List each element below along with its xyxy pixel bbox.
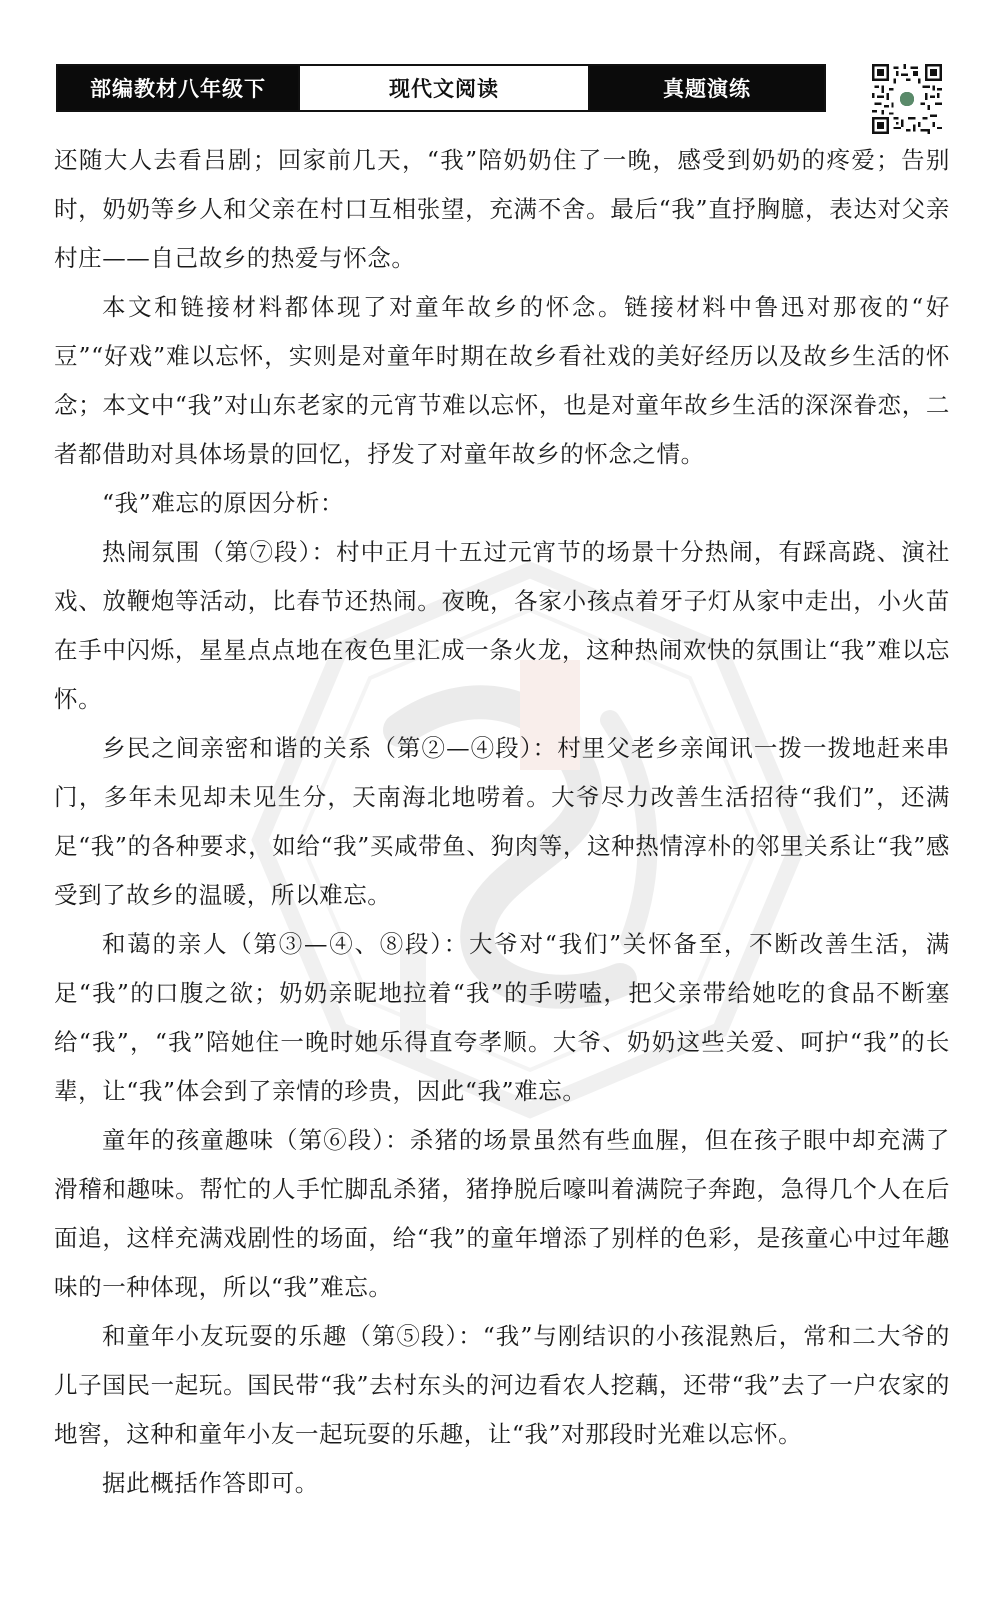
- paragraph-1: 还随大人去看吕剧；回家前几天，“我”陪奶奶住了一晚，感受到奶奶的疼爱；告别时，奶奶等乡人和父亲在村口互相张望，充满不舍。最后“我”直抒胸臆，表达对父亲村庄——自己故乡的热爱与怀念。: [54, 146, 950, 272]
- paragraph-4: 热闹氛围（第⑦段）：村中正月十五过元宵节的场景十分热闹，有踩高跷、演社戏、放鞭炮等活动，比春节还热闹。夜晚，各家小孩点着牙子灯从家中走出，小火苗在手中闪烁，星星点点地在夜色里汇成一条火龙，这种热闹欢快的氛围让“我”难以忘怀。: [54, 538, 950, 713]
- qr-code-icon: [872, 64, 942, 134]
- paragraph-9: 据此概括作答即可。: [102, 1469, 319, 1497]
- paragraph-8: 和童年小友玩耍的乐趣（第⑤段）：“我”与刚结识的小孩混熟后，常和二大爷的儿子国民一起玩。国民带“我”去村东头的河边看农人挖藕，还带“我”去了一户农家的地窖，这种和童年小友一起玩耍的乐趣，让“我”对那段时光难以忘怀。: [54, 1322, 950, 1448]
- header-practice-label: 真题演练: [590, 66, 824, 110]
- paragraph-7: 童年的孩童趣味（第⑥段）：杀猪的场景虽然有些血腥，但在孩子眼中却充满了滑稽和趣味。帮忙的人手忙脚乱杀猪，猪挣脱后嚎叫着满院子奔跑，急得几个人在后面追，这样充满戏剧性的场面，给“我”的童年增添了别样的色彩，是孩童心中过年趣味的一种体现，所以“我”难忘。: [54, 1126, 950, 1301]
- header-bar: [56, 64, 826, 112]
- header-section-title: 现代文阅读: [298, 66, 590, 110]
- paragraph-6: 和蔼的亲人（第③—④、⑧段）：大爷对“我们”关怀备至，不断改善生活，满足“我”的口腹之欲；奶奶亲昵地拉着“我”的手唠嗑，把父亲带给她吃的食品不断塞给“我”，“我”陪她住一晚时她乐得直夸孝顺。大爷、奶奶这些关爱、呵护“我”的长辈，让“我”体会到了亲情的珍贵，因此“我”难忘。: [54, 930, 950, 1105]
- header-grade-label: 部编教材八年级下: [58, 66, 298, 110]
- article-body: [54, 136, 950, 1508]
- paragraph-5: 乡民之间亲密和谐的关系（第②—④段）：村里父老乡亲闻讯一拨一拨地赶来串门，多年未见却未见生分，天南海北地唠着。大爷尽力改善生活招待“我们”，还满足“我”的各种要求，如给“我”买咸带鱼、狗肉等，这种热情淳朴的邻里关系让“我”感受到了故乡的温暖，所以难忘。: [54, 734, 950, 909]
- paragraph-3: “我”难忘的原因分析：: [102, 489, 345, 517]
- paragraph-2: 本文和链接材料都体现了对童年故乡的怀念。链接材料中鲁迅对那夜的“好豆”“好戏”难以忘怀，实则是对童年时期在故乡看社戏的美好经历以及故乡生活的怀念；本文中“我”对山东老家的元宵节难以忘怀，也是对童年故乡生活的深深眷恋，二者都借助对具体场景的回忆，抒发了对童年故乡的怀念之情。: [54, 293, 950, 468]
